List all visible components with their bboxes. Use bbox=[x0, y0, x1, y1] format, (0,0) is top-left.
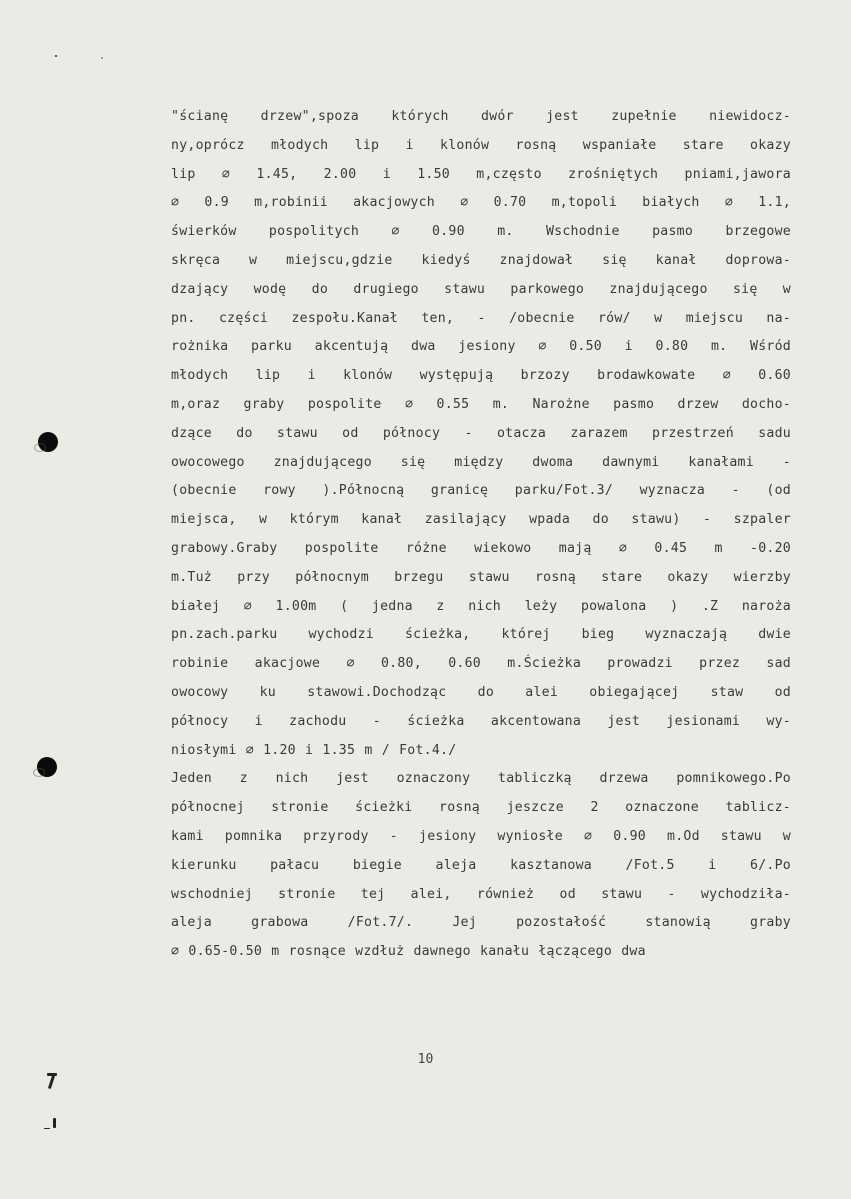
scan-speck bbox=[53, 1118, 56, 1128]
text-line: świerków pospolitych ∅ 0.90 m. Wschodnie pasmo brzegowe bbox=[171, 224, 791, 240]
text-line: aleja grabowa /Fot.7/. Jej pozostałość stanowią graby bbox=[171, 915, 791, 931]
text-line: m.Tuż przy północnym brzegu stawu rosną stare okazy wierzby bbox=[171, 569, 791, 585]
text-line: kami pomnika przyrody - jesiony wyniosłe ∅ 0.90 m.Od stawu w bbox=[171, 828, 791, 844]
scan-speck bbox=[55, 55, 57, 57]
page-number: 10 bbox=[417, 1052, 434, 1067]
text-line: skręca w miejscu,gdzie kiedyś znajdował się kanał doprowa- bbox=[171, 252, 791, 268]
text-line: rożnika parku akcentują dwa jesiony ∅ 0.50 i 0.80 m. Wśród bbox=[171, 339, 791, 355]
text-line: m,oraz graby pospolite ∅ 0.55 m. Narożne pasmo drzew docho- bbox=[171, 396, 791, 412]
text-line: lip ∅ 1.45, 2.00 i 1.50 m,często zrośniętych pniami,jawora bbox=[171, 166, 791, 182]
text-line: ∅ 0.65-0.50 m rosnące wzdłuż dawnego kanału łączącego dwa bbox=[171, 944, 646, 960]
text-line: miejsca, w którym kanał zasilający wpada do stawu) - szpaler bbox=[171, 512, 791, 528]
text-line: "ścianę drzew",spoza których dwór jest zupełnie niewidocz- bbox=[171, 109, 791, 124]
scan-speck bbox=[48, 1075, 55, 1089]
punch-hole-upper bbox=[38, 432, 58, 452]
text-line: wschodniej stronie tej alei, również od stawu - wychodziła- bbox=[171, 886, 791, 902]
text-line: młodych lip i klonów występują brzozy brodawkowate ∅ 0.60 bbox=[171, 368, 791, 384]
scan-speck bbox=[47, 1073, 57, 1076]
body-text bbox=[171, 103, 791, 967]
text-line: owocowego znajdującego się między dwoma dawnymi kanałami - bbox=[171, 454, 791, 470]
text-line: ny,oprócz młodych lip i klonów rosną wspaniałe stare okazy bbox=[171, 137, 791, 153]
text-line: grabowy.Graby pospolite różne wiekowo mają ∅ 0.45 m -0.20 bbox=[171, 540, 791, 556]
text-line: ∅ 0.9 m,robinii akacjowych ∅ 0.70 m,topoli białych ∅ 1.1, bbox=[171, 195, 791, 211]
text-line: kierunku pałacu biegie aleja kasztanowa /Fot.5 i 6/.Po bbox=[171, 857, 791, 873]
text-line: robinie akacjowe ∅ 0.80, 0.60 m.Ścieżka prowadzi przez sad bbox=[171, 656, 791, 672]
scan-speck bbox=[101, 57, 103, 59]
text-line: pn.zach.parku wychodzi ścieżka, której bieg wyznaczają dwie bbox=[171, 627, 791, 643]
text-line: północy i zachodu - ścieżka akcentowana jest jesionami wy- bbox=[171, 713, 791, 729]
text-line: Jeden z nich jest oznaczony tabliczką drzewa pomnikowego.Po bbox=[171, 771, 791, 787]
text-line: północnej stronie ścieżki rosną jeszcze 2 oznaczone tablicz- bbox=[171, 800, 791, 816]
punch-hole-lower bbox=[37, 757, 57, 777]
text-line: białej ∅ 1.00m ( jedna z nich leży powalona ) .Z naroża bbox=[171, 598, 791, 614]
text-line: owocowy ku stawowi.Dochodząc do alei obiegającej staw od bbox=[171, 684, 791, 700]
text-line: (obecnie rowy ).Północną granicę parku/Fot.3/ wyznacza - (od bbox=[171, 483, 791, 499]
text-line: dzający wodę do drugiego stawu parkowego znajdującego się w bbox=[171, 281, 791, 297]
scan-speck bbox=[44, 1128, 50, 1129]
text-line: pn. części zespołu.Kanał ten, - /obecnie rów/ w miejscu na- bbox=[171, 310, 791, 326]
text-line: dzące do stawu od północy - otacza zarazem przestrzeń sadu bbox=[171, 425, 791, 441]
text-line: niosłymi ∅ 1.20 i 1.35 m / Fot.4./ bbox=[171, 742, 457, 758]
